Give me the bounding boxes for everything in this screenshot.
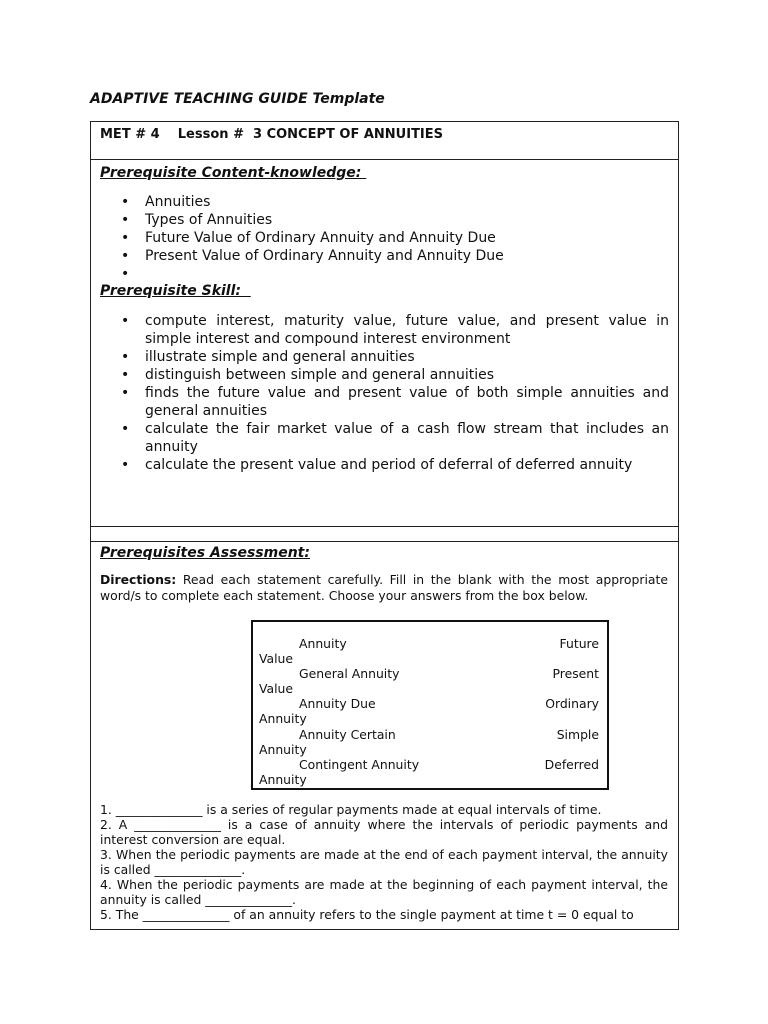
document-title: ADAPTIVE TEACHING GUIDE Template: [90, 91, 385, 107]
prerequisite-skill-heading: Prerequisite Skill:: [100, 283, 251, 299]
list-item: • compute interest, maturity value, future value, and present value in simple interest and compound interest environment: [121, 313, 669, 347]
assessment-heading: Prerequisites Assessment:: [100, 545, 310, 561]
bullet-icon: •: [121, 266, 130, 282]
bullet-icon: •: [121, 385, 130, 401]
list-item: • Future Value of Ordinary Annuity and Annuity Due: [121, 230, 496, 246]
row-divider: [91, 526, 678, 527]
question-item: 3. When the periodic payments are made at the end of each payment interval, the annuity is called ______________.: [100, 847, 668, 877]
guide-table: [90, 121, 679, 930]
bullet-icon: •: [121, 230, 130, 246]
answer-choice-row: General Annuity Present Value: [259, 666, 599, 697]
list-item: • calculate the present value and period of deferral of deferred annuity: [121, 457, 633, 473]
answer-choices-box: [251, 620, 609, 790]
directions-text: Directions: Read each statement carefully. Fill in the blank with the most appropriate word/s to complete each statement. Choose your answers from the box below.: [100, 572, 668, 603]
list-item: • Present Value of Ordinary Annuity and Annuity Due: [121, 248, 504, 264]
list-item: • distinguish between simple and general annuities: [121, 367, 495, 383]
bullet-icon: •: [121, 313, 130, 329]
list-item: • calculate the fair market value of a cash flow stream that includes an annuity: [121, 421, 669, 455]
prerequisite-content-heading: Prerequisite Content-knowledge:: [100, 165, 367, 181]
bullet-icon: •: [121, 421, 130, 437]
bullet-icon: •: [121, 457, 130, 473]
prerequisite-skill-list: [91, 312, 669, 474]
list-item: • Types of Annuities: [121, 212, 273, 228]
question-item: 1. ______________ is a series of regular payments made at equal intervals of time.: [100, 802, 602, 817]
answer-choice-row: Annuity Due Ordinary Annuity: [259, 696, 599, 727]
question-item: 2. A ______________ is a case of annuity where the intervals of periodic payments and interest conversion are equal.: [100, 817, 668, 847]
list-item: • Annuities: [121, 194, 211, 210]
question-item: 5. The ______________ of an annuity refers to the single payment at time t = 0 equal to: [100, 907, 634, 922]
list-item: • finds the future value and present value of both simple annuities and general annuities: [121, 385, 669, 419]
directions-label: Directions:: [100, 572, 177, 587]
list-item: • illustrate simple and general annuities: [121, 349, 415, 365]
lesson-header: MET # 4 Lesson # 3 CONCEPT OF ANNUITIES: [100, 127, 444, 142]
answer-choice-row: Contingent Annuity Deferred Annuity: [259, 756, 599, 787]
row-divider: [91, 541, 678, 542]
bullet-icon: •: [121, 212, 130, 228]
question-item: 4. When the periodic payments are made at the beginning of each payment interval, the annuity is called ______________.: [100, 877, 668, 907]
answer-choice-row: Annuity Future Value: [259, 636, 599, 666]
bullet-icon: •: [121, 248, 130, 264]
row-divider: [91, 159, 678, 160]
bullet-icon: •: [121, 349, 130, 365]
question-list: [100, 802, 668, 922]
list-item: [91, 265, 531, 283]
bullet-icon: •: [121, 194, 130, 210]
bullet-icon: •: [121, 367, 130, 383]
answer-choice-row: Annuity Certain Simple Annuity: [259, 726, 599, 757]
prerequisite-content-list: [91, 193, 531, 283]
